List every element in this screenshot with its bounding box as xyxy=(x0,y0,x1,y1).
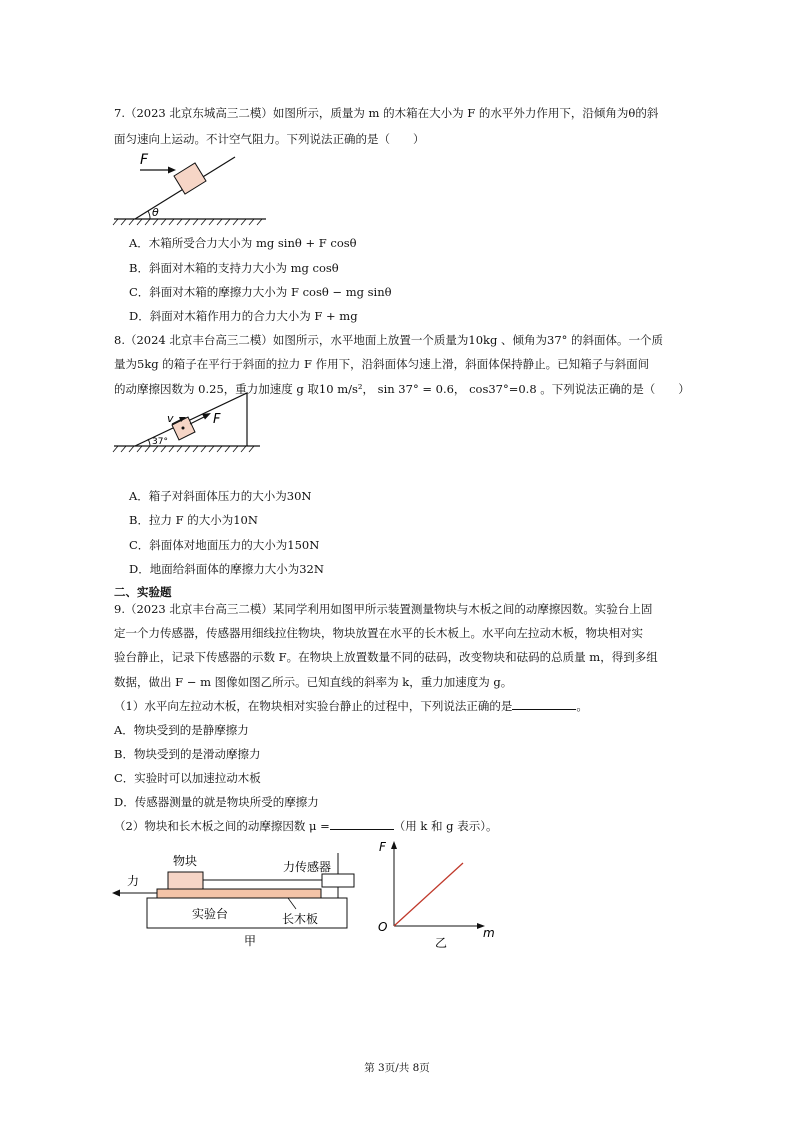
q9-sub1 xyxy=(114,698,588,714)
q8-option-a: A．箱子对斜面体压力的大小为30N xyxy=(129,489,312,503)
y-axis-label: F xyxy=(379,840,386,854)
q9-line4: 数据，做出 F − m 图像如图乙所示。已知直线的斜率为 k，重力加速度为 g。 xyxy=(114,675,513,689)
figure-a-caption: 甲 xyxy=(244,934,257,948)
force-sensor xyxy=(322,874,354,887)
q7-force-label: F xyxy=(140,152,149,168)
x-axis-label: m xyxy=(483,926,495,940)
q9-line2: 定一个力传感器，传感器用细线拉住物块，物块放置在水平的长木板上。水平向左拉动木板，物块相对实 xyxy=(114,626,643,640)
table-label: 实验台 xyxy=(192,907,229,921)
q9-line3: 验台静止，记录下传感器的示数 F。在物块上放置数量不同的砝码，改变物块和砝码的总质量 m，得到多组 xyxy=(114,650,658,664)
pull-force-label: 力 xyxy=(127,874,140,888)
q8-option-c: C．斜面体对地面压力的大小为150N xyxy=(129,538,320,552)
board-label: 长木板 xyxy=(282,912,319,926)
q9-sub2-end: （用 k 和 g 表示）。 xyxy=(393,819,498,833)
q7-line1: 7.（2023 北京东城高三二模）如图所示，质量为 m 的木箱在大小为 F 的水平外力作用下，沿倾角为θ的斜 xyxy=(114,106,659,120)
q9-sub1-end: 。 xyxy=(576,699,588,713)
q9-sub2-text: （2）物块和长木板之间的动摩擦因数 μ = xyxy=(114,819,330,833)
q9-sub1-blank xyxy=(512,698,576,710)
long-board xyxy=(157,889,321,898)
q9-option-b: B．物块受到的是滑动摩擦力 xyxy=(114,747,261,761)
origin-label: O xyxy=(378,920,388,934)
sensor-label: 力传感器 xyxy=(283,860,332,874)
q8-figure xyxy=(110,400,270,480)
q9-sub2 xyxy=(114,818,497,834)
q7-box xyxy=(174,163,206,194)
q8-line3: 的动摩擦因数为 0.25，重力加速度 g 取10 m/s²， sin 37° = 0.6， cos37°=0.8 。下列说法正确的是（ ） xyxy=(114,382,690,396)
q7-angle-label: θ xyxy=(152,206,159,219)
q8-force-label: F xyxy=(213,412,221,427)
q7-line2: 面匀速向上运动。不计空气阻力。下列说法正确的是（ ） xyxy=(114,132,425,146)
q9-line1: 9.（2023 北京丰台高三二模）某同学利用如图甲所示装置测量物块与木板之间的动摩擦因数。实验台上固 xyxy=(114,602,653,616)
block-label: 物块 xyxy=(173,854,198,868)
q7-figure xyxy=(110,150,270,230)
q8-option-d: D．地面给斜面体的摩擦力大小为32N xyxy=(129,562,324,576)
q7-option-c: C．斜面对木箱的摩擦力大小为 F cosθ − mg sinθ xyxy=(129,285,392,299)
section-title: 二、实验题 xyxy=(114,585,172,599)
block xyxy=(168,872,203,889)
q8-line1: 8.（2024 北京丰台高三二模）如图所示，水平地面上放置一个质量为10kg 、倾角为37° 的斜面体。一个质 xyxy=(114,333,664,347)
q7-option-b: B．斜面对木箱的支持力大小为 mg cosθ xyxy=(129,261,339,275)
page-footer: 第 3页/共 8页 xyxy=(364,1062,430,1074)
q9-figure-a xyxy=(110,845,360,955)
q8-option-b: B．拉力 F 的大小为10N xyxy=(129,513,258,527)
q9-sub2-blank xyxy=(330,818,394,830)
q8-angle-label: 37° xyxy=(152,437,168,447)
figure-b-caption: 乙 xyxy=(435,936,448,950)
q8-line2: 量为5kg 的箱子在平行于斜面的拉力 F 作用下，沿斜面体匀速上滑，斜面体保持静止。已知箱子与斜面间 xyxy=(114,357,650,371)
q9-option-c: C．实验时可以加速拉动木板 xyxy=(114,771,261,785)
q9-sub1-text: （1）水平向左拉动木板，在物块相对实验台静止的过程中，下列说法正确的是 xyxy=(114,699,513,713)
q7-option-d: D．斜面对木箱作用力的合力大小为 F + mg xyxy=(129,309,358,323)
f-m-line xyxy=(394,863,463,926)
q9-option-a: A．物块受到的是静摩擦力 xyxy=(114,723,249,737)
q7-option-a: A．木箱所受合力大小为 mg sinθ + F cosθ xyxy=(129,236,357,250)
q9-figure-b xyxy=(372,838,497,953)
q8-velocity-label: v xyxy=(167,412,174,425)
q9-option-d: D．传感器测量的就是物块所受的摩擦力 xyxy=(114,795,319,809)
